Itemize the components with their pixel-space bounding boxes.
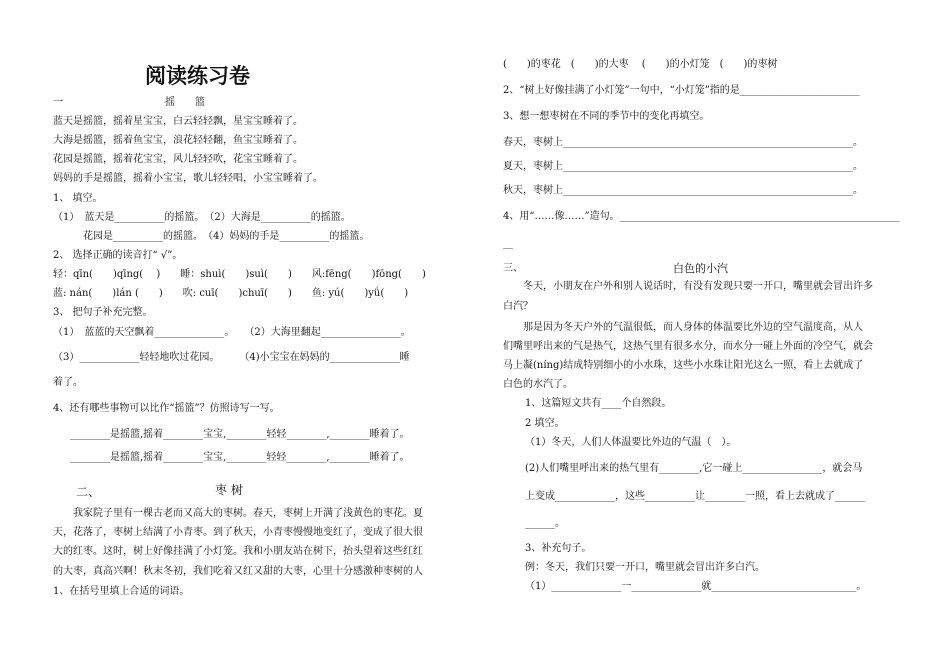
- poem-line: 大海是摇篮，摇着鱼宝宝，浪花轻轻翻，鱼宝宝睡着了。: [53, 135, 303, 146]
- section-3-title: 白色的小汽: [673, 262, 728, 275]
- section-2-number: 二、: [76, 485, 101, 499]
- poem-line: 妈妈的手是摇篮，摇着小宝宝，歌儿轻轻唱，小宝宝睡着了。: [53, 173, 323, 184]
- passage-line: 大的红枣。这时，树上好像挂满了小灯笼。我和小朋友站在树下，抬头望着这些红红: [53, 546, 423, 557]
- question-line: （1）______________一______________就_____________________________。: [525, 581, 867, 592]
- question-line: ______。: [525, 518, 565, 529]
- section-3-number: 三、: [503, 263, 523, 274]
- fill-line: __: [503, 238, 513, 249]
- question-line: 2、“树上好像挂满了小灯笼”一句中，“小灯笼”指的是________________________: [503, 85, 860, 96]
- question-4-item: ________是摇篮,摇着________宝宝,________轻轻________,________睡着了。: [70, 429, 410, 440]
- passage-line: 们嘴里呼出来的气是热气，这热气里有很多水分，而水分一碰上外面的冷空气，就会: [503, 341, 873, 352]
- question-1: 1、 填空。: [53, 193, 103, 204]
- question-4-item: ________是摇篮,摇着________宝宝,________轻轻________,________睡着了。: [70, 452, 410, 463]
- question-line: (2)人们嘴里呼出来的热气里有________,它一碰上________________，就会马: [525, 463, 863, 474]
- question-3-item: （1） 蓝蓝的天空飘着______________。 （2）大海里翻起________________。: [53, 327, 411, 338]
- passage-line: 白色的水汽了。: [503, 379, 573, 390]
- question-line: （1）冬天，人们人体温要比外边的气温（ ）。: [525, 437, 737, 448]
- question-line: 2 填空。: [525, 418, 565, 429]
- passage-line: 那是因为冬天户外的气温很低，而人身体的体温要比外边的空气温度高，从人: [503, 322, 863, 333]
- poem-line: 蓝天是摇篮，摇着星宝宝，白云轻轻飘，星宝宝睡着了。: [53, 116, 303, 127]
- passage-line: 马上凝(níng)结成特别细小的小水珠，这些小水珠让阳光这么一照，看上去就成了: [503, 360, 864, 371]
- question-1-item: 花园是__________的摇篮。 （4）妈妈的手是__________的摇篮。: [53, 231, 370, 242]
- question-4: 4、还有哪些事物可以比作“摇篮”？仿照诗写一写。: [53, 403, 280, 414]
- section-1-number: 一: [53, 97, 63, 108]
- passage-line: 的大枣，真高兴啊！秋末冬初，我们吃着又红又甜的大枣，心里十分感激种枣树的人: [53, 566, 423, 577]
- question-line: 例：冬天，我们只要一开口，嘴里就会冒出许多白汽。: [525, 562, 765, 573]
- question-3-item: （3）____________轻轻地吹过花园。 （4)小宝宝在妈妈的______________睡: [53, 352, 410, 363]
- passage-line: 白汽？: [503, 301, 533, 312]
- passage-line: 1、在括号里填上合适的词语。: [53, 586, 190, 597]
- question-line: 4、用“……像……”造句。________________________________________________________: [503, 211, 900, 222]
- fill-line: ( )的枣花 ( )的大枣 ( )的小灯笼 ( )的枣树: [503, 59, 778, 70]
- poem-title: 摇 篮: [165, 97, 205, 108]
- fill-line: 春天，枣树上__________________________________________________________。: [503, 137, 863, 148]
- question-line: 3、想一想枣树在不同的季节中的变化再填空。: [503, 111, 710, 122]
- question-3-item: 着了。: [53, 377, 83, 388]
- poem-line: 花园是摇篮，摇着花宝宝，风儿轻轻吹，花宝宝睡着了。: [53, 154, 303, 165]
- question-line: 3、补充句子。: [525, 543, 592, 554]
- passage-line: 冬天，小朋友在户外和别人说话时，有没有发现只要一开口，嘴里就会冒出许多: [503, 281, 873, 292]
- passage-line: 天，花落了，枣树上结满了小青枣。到了秋天，小青枣慢慢地变红了，变成了很大很: [53, 527, 423, 538]
- question-line: 1、这篇短文共有____个自然段。: [525, 398, 672, 409]
- question-3: 3、 把句子补充完整。: [53, 307, 153, 318]
- question-2: 2、 选择正确的读音打“ √”。: [53, 250, 183, 261]
- question-2-item: 蓝: nán( )lán ( ) 吹: cuī( )chuī( ) 鱼: yú( )yǘ( ): [53, 288, 409, 299]
- question-line: 上变成____________，这些__________让________一照，看上去就成了______: [525, 491, 865, 502]
- fill-line: 秋天，枣树上__________________________________________________________。: [503, 185, 863, 196]
- section-2-title: 枣 树: [215, 483, 243, 497]
- passage-line: 我家院子里有一棵古老而又高大的枣树。春天，枣树上开满了浅黄色的枣花。夏: [53, 508, 423, 519]
- question-2-item: 轻：qīn( )qīng( ) 睡：shuì( )suì( ) 风:fēng( )fōng( ): [53, 269, 426, 280]
- fill-line: 夏天，枣树上__________________________________________________________。: [503, 161, 863, 172]
- question-1-item: （1） 蓝天是__________的摇篮。 （2）大海是__________的摇篮。: [53, 212, 351, 223]
- page-title: 阅读练习卷: [145, 64, 250, 88]
